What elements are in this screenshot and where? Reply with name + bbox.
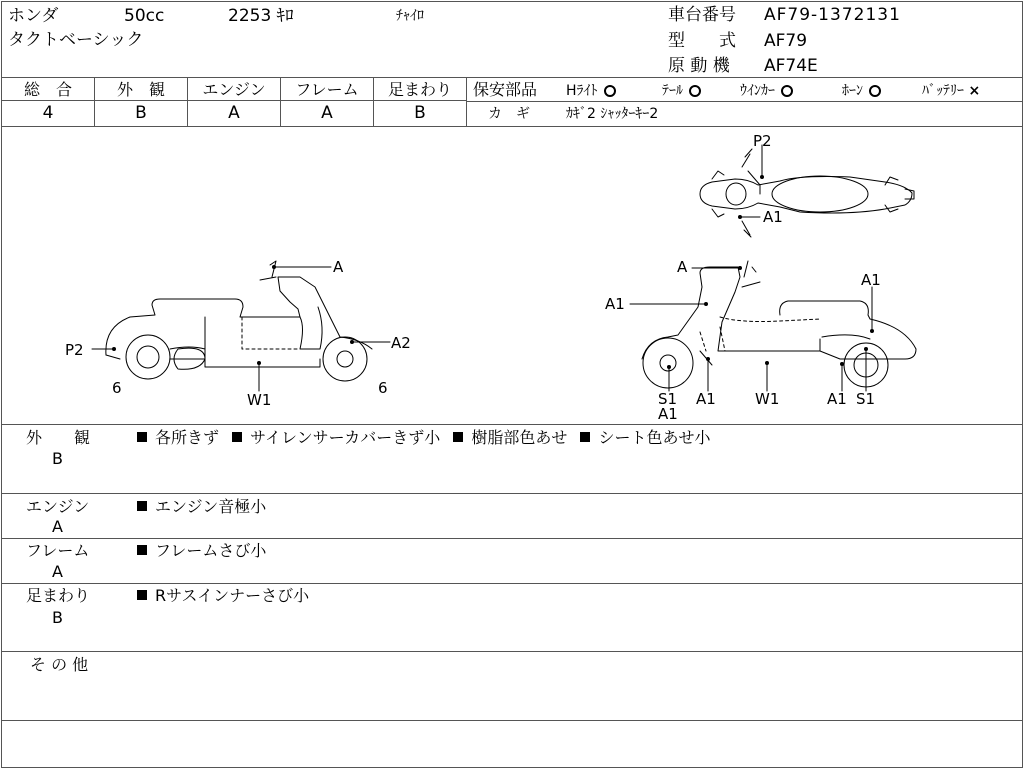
ok-circle-icon — [869, 85, 881, 97]
divider — [1, 583, 1022, 584]
note-suspension-grade: B — [52, 608, 63, 627]
marker-dots — [112, 175, 874, 369]
grade-frame-value: A — [321, 103, 333, 123]
diagram-label-right-a1a: A1 — [605, 295, 625, 313]
note-item: エンジン音極小 — [155, 497, 267, 516]
model-name: タクトベーシック — [8, 30, 144, 50]
note-exterior-items — [137, 428, 711, 448]
diagram-label-right-a1e: A1 — [827, 390, 847, 408]
diagram-label-left-a: A — [333, 258, 344, 276]
ng-cross-icon: × — [968, 83, 981, 99]
ok-circle-icon — [781, 85, 793, 97]
diagram-label-left-w1: W1 — [247, 391, 272, 409]
diagram-label-left-p2: P2 — [65, 341, 84, 359]
type-label: 型 式 — [668, 31, 736, 51]
note-suspension-items — [137, 586, 309, 606]
note-exterior-category: 外 観 — [26, 428, 91, 447]
bullet-square-icon — [580, 432, 590, 442]
divider — [1, 424, 1022, 425]
safety-horn-label: ﾎｰﾝ — [842, 83, 863, 99]
grade-engine-label: エンジン — [202, 80, 266, 99]
diagram-label-left-a2: A2 — [391, 334, 411, 352]
diagram-label-left-6b: 6 — [378, 379, 388, 397]
divider — [1, 720, 1022, 721]
bullet-square-icon — [137, 545, 147, 555]
divider — [1, 493, 1022, 494]
leader-lines — [92, 145, 872, 391]
left-view-scooter — [106, 258, 372, 381]
note-engine-category: エンジン — [26, 497, 90, 516]
note-engine-grade: A — [52, 517, 63, 536]
divider — [466, 101, 1022, 102]
note-other-category: そ の 他 — [30, 655, 89, 674]
diagram-label-right-s1b: S1 — [856, 390, 876, 408]
safety-battery — [922, 81, 980, 101]
diagram-label-top-a1: A1 — [763, 208, 783, 226]
note-exterior-grade: B — [52, 449, 63, 468]
safety-battery-label: ﾊﾞｯﾃﾘｰ — [922, 83, 964, 99]
grade-overall-value: 4 — [42, 103, 54, 123]
grade-overall-label: 総 合 — [23, 80, 72, 99]
diagram-label-right-s1a: S1 — [658, 390, 678, 408]
body-color: ﾁｬｲﾛ — [396, 8, 424, 24]
note-frame-category: フレーム — [26, 541, 90, 560]
diagram-label-right-a1c: A1 — [658, 405, 678, 423]
grade-frame-label: フレーム — [295, 80, 359, 99]
divider — [1, 651, 1022, 652]
note-item: 各所きず — [155, 428, 220, 447]
maker: ホンダ — [8, 6, 59, 26]
grade-exterior-label: 外 観 — [116, 80, 165, 99]
frame-no: AF79-1372131 — [764, 5, 901, 25]
note-item: フレームさび小 — [155, 541, 267, 560]
safety-horn — [842, 81, 881, 101]
mileage: 2253 ｷﾛ — [228, 6, 294, 26]
grade-suspension-value: B — [414, 103, 426, 123]
bullet-square-icon — [137, 590, 147, 600]
ok-circle-icon — [604, 85, 616, 97]
note-item: サイレンサーカバーきず小 — [250, 428, 441, 447]
safety-tail — [662, 81, 701, 101]
key-label: カ ギ — [488, 106, 530, 122]
diagram-label-right-a1b: A1 — [861, 271, 881, 289]
engine-label: 原 動 機 — [668, 56, 730, 76]
note-engine-items — [137, 497, 266, 517]
engine-value: AF74E — [764, 56, 818, 76]
grade-engine-value: A — [228, 103, 240, 123]
divider — [1, 100, 466, 101]
grade-suspension-label: 足まわり — [387, 80, 452, 99]
top-view-scooter — [700, 149, 914, 237]
key-value: ｶｷﾞ2 ｼｬｯﾀｰｷｰ2 — [566, 106, 659, 122]
note-item: Rサスインナーさび小 — [155, 586, 310, 605]
ok-circle-icon — [689, 85, 701, 97]
safety-winker-label: ｳｲﾝｶｰ — [740, 83, 775, 99]
note-frame-grade: A — [52, 562, 63, 581]
note-suspension-category: 足まわり — [26, 586, 91, 605]
frame-no-label: 車台番号 — [668, 5, 736, 25]
divider — [1, 77, 1022, 78]
safety-tail-label: ﾃｰﾙ — [662, 83, 683, 99]
bullet-square-icon — [137, 432, 147, 442]
bullet-square-icon — [453, 432, 463, 442]
note-frame-items — [137, 541, 266, 561]
safety-winker — [740, 81, 793, 101]
bullet-square-icon — [137, 501, 147, 511]
grade-exterior-value: B — [135, 103, 147, 123]
note-item: シート色あせ小 — [598, 428, 711, 447]
bullet-square-icon — [232, 432, 242, 442]
diagram-label-right-a: A — [677, 258, 688, 276]
diagram-label-right-a1d: A1 — [696, 390, 716, 408]
note-item: 樹脂部色あせ — [471, 428, 568, 447]
divider — [1, 538, 1022, 539]
safety-headlight — [566, 81, 616, 101]
diagram-label-top-p2: P2 — [753, 132, 772, 150]
displacement: 50cc — [124, 6, 165, 26]
safety-label: 保安部品 — [473, 80, 538, 99]
diagram-label-right-w1: W1 — [755, 390, 780, 408]
type-value: AF79 — [764, 31, 808, 51]
safety-headlight-label: Hﾗｲﾄ — [566, 83, 598, 99]
diagram-label-left-6a: 6 — [112, 379, 122, 397]
